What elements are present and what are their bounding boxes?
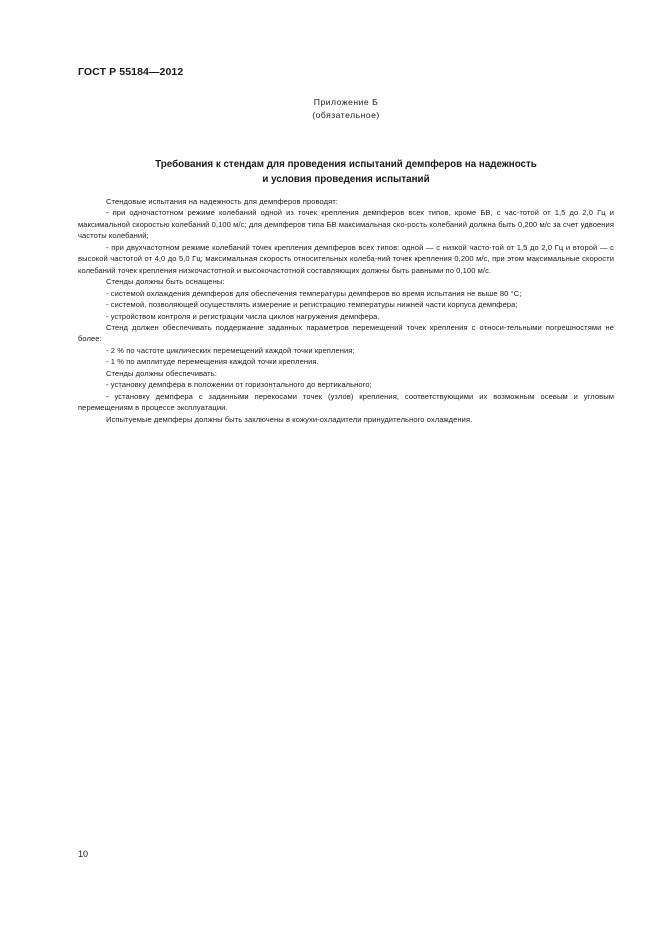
list-item-misalignment: - установку демпфера с заданными перекосами точек (узлов) крепления, соответствующими их возможным осевым и угловым перемещениям в процессе эксплуатации. [78, 391, 614, 413]
appendix-heading [0, 96, 661, 122]
standard-code-header: ГОСТ Р 55184—2012 [78, 66, 184, 78]
appendix-label: Приложение Б [313, 97, 379, 107]
list-item-cooling-system: - системой охлаждения демпферов для обеспечения температуры демпферов во время испытания не выше 80 °С; [106, 288, 522, 298]
paragraph-cooling-jackets: Испытуемые демпферы должны быть заключены в кожухи-охладители принудительного охлаждения. [106, 414, 473, 424]
list-item-frequency-tolerance: - 2 % по частоте циклических перемещений каждой точки крепления; [106, 345, 355, 355]
list-item-orientation: - установку демпфера в положении от горизонтального до вертикального; [106, 380, 372, 390]
section-title [78, 157, 614, 187]
appendix-status: (обязательное) [312, 110, 380, 120]
list-item-cycle-counter: - устройством контроля и регистрации числа циклов нагружения демпфера. [106, 311, 380, 321]
paragraph-stands-equipment: Стенды должны быть оснащены: [106, 277, 225, 287]
paragraph-stands-provide: Стенды должны обеспечивать: [106, 368, 217, 378]
page-number: 10 [78, 849, 89, 859]
list-item-temperature-measurement: - системой, позволяющей осуществлять измерение и регистрацию температуры нижней части корпуса демпфера; [106, 300, 518, 310]
body-text [78, 196, 614, 425]
paragraph-tolerances: Стенд должен обеспечивать поддержание заданных параметров перемещений точек крепления с относи-тельными погрешностями не более: [78, 322, 614, 344]
list-item-amplitude-tolerance: - 1 % по амплитуде перемещения каждой точки крепления. [106, 357, 319, 367]
section-title-line-2: и условия проведения испытаний [262, 174, 430, 185]
section-title-line-1: Требования к стендам для проведения испытаний демпферов на надежность [155, 159, 537, 170]
list-item-dual-frequency-mode: - при двухчастотном режиме колебаний точек крепления демпферов всех типов: одной — с низкой часто-той от 1,5 до 2,0 Гц и второй — с высокой частотой от 4,0 до 5,0 Гц; максимальная скорость относительных колеба-ний точек крепления 0,200 м/с, при этом максимальные скорости колебаний точек крепления низкочастотной и высокочастотной составляющих должны быть равными по 0,100 м/с. [78, 242, 614, 275]
paragraph-intro: Стендовые испытания на надежность для демпферов проводят: [106, 197, 338, 206]
list-item-single-frequency-mode: - при одночастотном режиме колебаний одной из точек крепления демпферов всех типов, кроме БВ, с час-тотой от 1,5 до 2,0 Гц и максимальной скоростью колебаний 0,100 м/с; для демпферов типа БВ максимальная ско-рость колебаний должна быть 0,200 м/с за счет удвоения частоты колебаний; [78, 208, 614, 241]
